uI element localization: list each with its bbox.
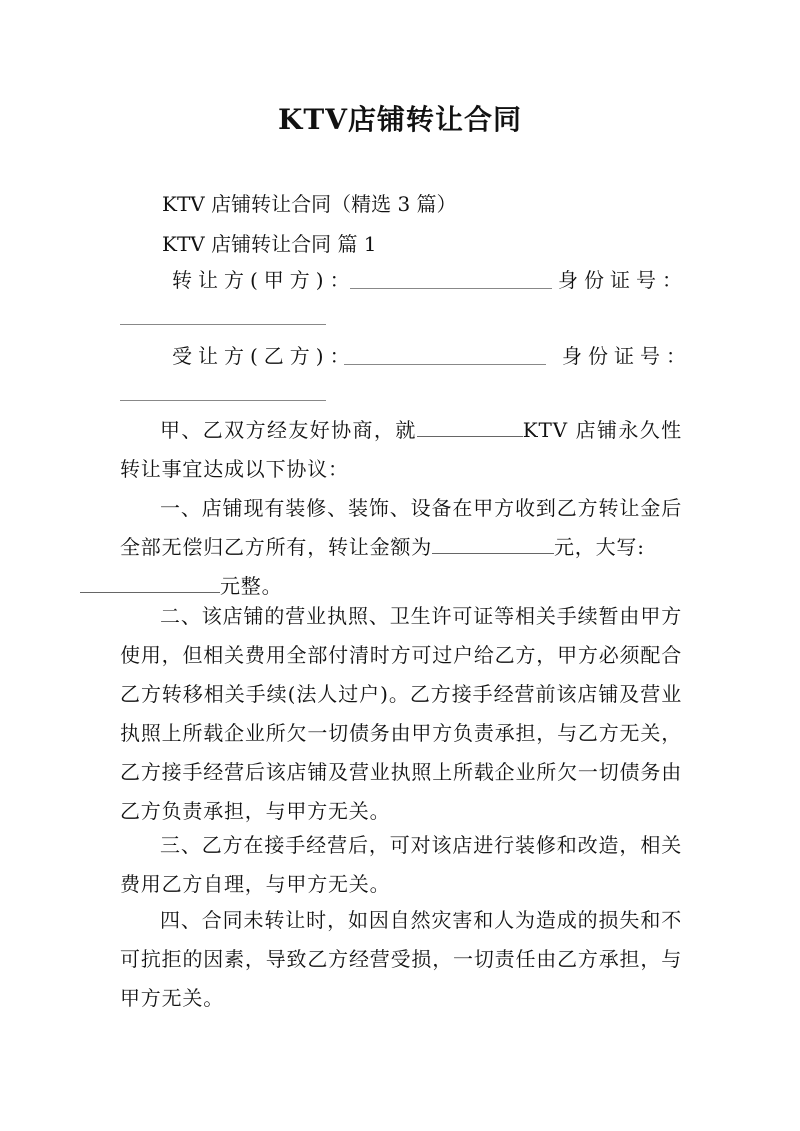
- intro-paragraph: [120, 411, 682, 489]
- clause-2: 二、该店铺的营业执照、卫生许可证等相关手续暂由甲方使用，但相关费用全部付清时方可过户给乙方，甲方必须配合乙方转移相关手续(法人过户)。乙方接手经营前该店铺及营业执照上所载企业所欠一切债务由甲方负责承担，与乙方无关，乙方接手经营后该店铺及营业执照上所载企业所欠一切债务由乙方负责承担，与甲方无关。: [120, 604, 682, 823]
- party-a-label: 转让方(甲方)：: [172, 268, 356, 292]
- clause-3: 三、乙方在接手经营后，可对该店进行装修和改造，相关费用乙方自理，与甲方无关。: [120, 833, 682, 896]
- party-a-id-blank: [120, 324, 326, 325]
- document-title: KTV店铺转让合同: [278, 103, 522, 136]
- intro-text-before: 甲、乙双方经友好协商，就: [160, 418, 417, 442]
- clause-1: [120, 489, 682, 606]
- party-b-id-blank: [120, 400, 326, 401]
- shop-name-blank: [417, 418, 523, 437]
- party-b-name-blank: [344, 364, 546, 365]
- party-b-label: 受让方(乙方)：: [172, 344, 356, 368]
- amount-in-words-blank: [80, 574, 220, 593]
- clause-1-text-mid: 元，大写:: [554, 535, 645, 559]
- intro-text-after: KTV 店铺永久性转让事宜达成以下协议：: [120, 418, 682, 481]
- clause-1-text-after: 元整。: [220, 574, 283, 598]
- clause-1-text-before: 一、店铺现有装修、装饰、设备在甲方收到乙方转让金后全部无偿归乙方所有，转让金额为: [120, 496, 682, 559]
- document-subtitle: KTV 店铺转让合同（精选 3 篇）: [162, 192, 457, 216]
- section-heading: KTV 店铺转让合同 篇 1: [162, 232, 377, 256]
- transfer-amount-blank: [432, 535, 554, 554]
- party-a-name-blank: [350, 288, 552, 289]
- party-b-id-label: 身份证号：: [562, 344, 692, 368]
- party-a-id-label: 身份证号：: [558, 268, 688, 292]
- clause-4: 四、合同未转让时，如因自然灾害和人为造成的损失和不可抗拒的因素，导致乙方经营受损，一切责任由乙方承担，与甲方无关。: [120, 908, 682, 1010]
